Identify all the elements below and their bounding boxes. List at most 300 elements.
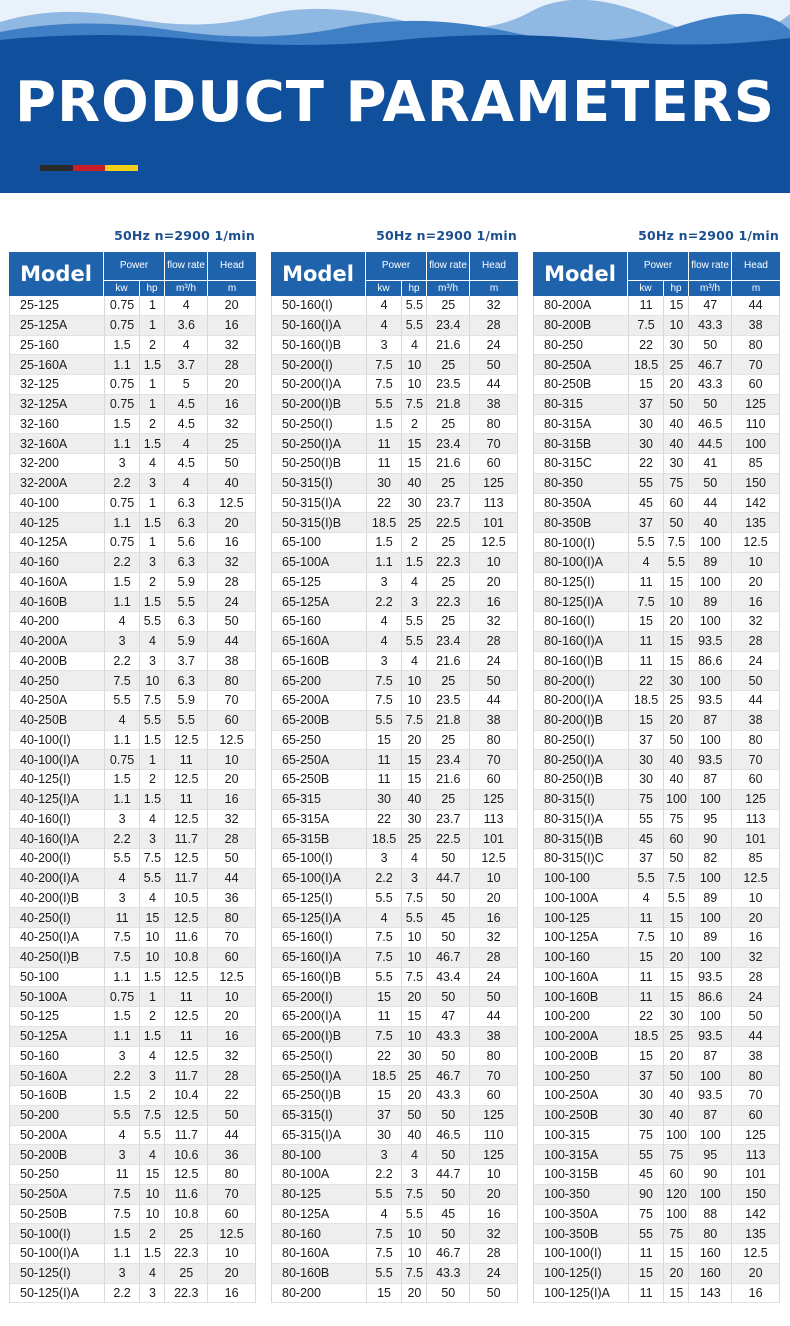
- cell-flow-rate: 93.5: [689, 968, 732, 988]
- cell-head: 36: [208, 889, 256, 909]
- cell-model: 80-315(I)B: [534, 829, 629, 849]
- table-row: [534, 612, 780, 632]
- cell-hp: 10: [664, 928, 689, 948]
- cell-hp: 50: [664, 513, 689, 533]
- cell-kw: 1.5: [105, 415, 141, 435]
- cell-head: 50: [470, 355, 518, 375]
- cell-model: 100-250A: [534, 1086, 629, 1106]
- cell-model: 80-315(I)A: [534, 810, 629, 830]
- table-row: [10, 612, 256, 632]
- cell-model: 100-160: [534, 948, 629, 968]
- header-unit-head: m: [751, 283, 761, 294]
- header-head: Head: [732, 252, 780, 281]
- cell-hp: 3: [140, 553, 165, 573]
- cell-hp: 20: [402, 1284, 427, 1304]
- cell-head: 101: [470, 829, 518, 849]
- cell-head: 24: [208, 592, 256, 612]
- cell-flow-rate: 93.5: [689, 632, 732, 652]
- cell-kw: 1.1: [105, 790, 141, 810]
- cell-flow-rate: 43.3: [689, 316, 732, 336]
- table-row: [534, 652, 780, 672]
- cell-head: 60: [732, 770, 780, 790]
- cell-model: 50-250(I)A: [272, 434, 367, 454]
- table-row: [10, 513, 256, 533]
- table-row: [272, 889, 518, 909]
- cell-kw: 18.5: [367, 513, 403, 533]
- table-row: [10, 711, 256, 731]
- cell-model: 50-125(I)A: [10, 1284, 105, 1304]
- header-unit-kw: kw: [104, 281, 140, 296]
- cell-flow-rate: 46.7: [427, 948, 470, 968]
- cell-flow-rate: 25: [427, 474, 470, 494]
- cell-model: 80-315(I): [534, 790, 629, 810]
- parameter-table-2: [271, 228, 518, 1303]
- cell-kw: 11: [629, 968, 665, 988]
- table-row: [10, 1066, 256, 1086]
- cell-hp: 10: [664, 592, 689, 612]
- cell-hp: 25: [664, 691, 689, 711]
- cell-flow-rate: 100: [689, 1126, 732, 1146]
- cell-hp: 4: [402, 652, 427, 672]
- cell-head: 44: [208, 1126, 256, 1146]
- table-row: [272, 1047, 518, 1067]
- cell-model: 25-125: [10, 296, 105, 316]
- cell-head: 16: [208, 395, 256, 415]
- cell-head: 38: [470, 1027, 518, 1047]
- table-row: [272, 810, 518, 830]
- cell-head: 60: [208, 1205, 256, 1225]
- cell-flow-rate: 21.6: [427, 454, 470, 474]
- cell-kw: 7.5: [629, 316, 665, 336]
- cell-hp: 40: [664, 750, 689, 770]
- cell-kw: 1.1: [105, 1027, 141, 1047]
- cell-hp: 1.5: [402, 553, 427, 573]
- table-row: [10, 296, 256, 316]
- cell-hp: 5.5: [402, 316, 427, 336]
- table-row: [534, 908, 780, 928]
- cell-model: 80-315A: [534, 415, 629, 435]
- table-row: [272, 770, 518, 790]
- cell-kw: 3: [367, 652, 403, 672]
- cell-head: 70: [208, 928, 256, 948]
- cell-kw: 3: [105, 454, 141, 474]
- cell-hp: 15: [664, 908, 689, 928]
- cell-kw: 1.5: [105, 1007, 141, 1027]
- cell-kw: 7.5: [367, 355, 403, 375]
- cell-kw: 15: [629, 375, 665, 395]
- table-row: [10, 592, 256, 612]
- cell-hp: 25: [664, 355, 689, 375]
- table-header: [9, 252, 256, 296]
- cell-kw: 15: [367, 1086, 403, 1106]
- cell-flow-rate: 100: [689, 671, 732, 691]
- cell-head: 80: [208, 1165, 256, 1185]
- cell-head: 50: [208, 454, 256, 474]
- cell-flow-rate: 41: [689, 454, 732, 474]
- table-row: [10, 849, 256, 869]
- cell-model: 50-160(I): [272, 296, 367, 316]
- cell-model: 50-100: [10, 968, 105, 988]
- cell-flow-rate: 21.6: [427, 652, 470, 672]
- cell-flow-rate: 10.5: [165, 889, 208, 909]
- cell-head: 32: [208, 1047, 256, 1067]
- cell-flow-rate: 100: [689, 533, 732, 553]
- table-row: [10, 434, 256, 454]
- cell-flow-rate: 4.5: [165, 454, 208, 474]
- cell-model: 100-200A: [534, 1027, 629, 1047]
- cell-hp: 3: [140, 652, 165, 672]
- cell-head: 28: [208, 1066, 256, 1086]
- cell-flow-rate: 50: [427, 1106, 470, 1126]
- cell-model: 50-160(I)B: [272, 336, 367, 356]
- table-row: [534, 750, 780, 770]
- cell-head: 85: [732, 454, 780, 474]
- table-row: [10, 1126, 256, 1146]
- cell-kw: 3: [105, 1264, 141, 1284]
- cell-head: 44: [732, 1027, 780, 1047]
- cell-head: 125: [470, 790, 518, 810]
- cell-model: 80-250A: [534, 355, 629, 375]
- cell-kw: 15: [629, 1264, 665, 1284]
- table-row: [534, 770, 780, 790]
- cell-kw: 1.5: [105, 1224, 141, 1244]
- cell-model: 80-315C: [534, 454, 629, 474]
- cell-flow-rate: 5.9: [165, 691, 208, 711]
- cell-head: 50: [208, 612, 256, 632]
- cell-hp: 7.5: [402, 889, 427, 909]
- cell-head: 12.5: [208, 968, 256, 988]
- cell-kw: 30: [629, 434, 665, 454]
- table-caption: 50Hz n=2900 1/min: [114, 228, 255, 243]
- cell-kw: 7.5: [629, 928, 665, 948]
- cell-model: 80-200(I)B: [534, 711, 629, 731]
- cell-model: 40-250A: [10, 691, 105, 711]
- cell-flow-rate: 12.5: [165, 968, 208, 988]
- table-row: [10, 316, 256, 336]
- table-header: [533, 252, 780, 296]
- cell-model: 50-315(I): [272, 474, 367, 494]
- header-unit-head: m: [227, 283, 237, 294]
- cell-head: 28: [208, 573, 256, 593]
- cell-kw: 22: [629, 454, 665, 474]
- cell-hp: 100: [664, 790, 689, 810]
- cell-kw: 45: [629, 1165, 665, 1185]
- cell-head: 50: [470, 1284, 518, 1304]
- cell-head: 20: [208, 375, 256, 395]
- cell-flow-rate: 25: [427, 731, 470, 751]
- cell-hp: 5.5: [140, 711, 165, 731]
- cell-head: 28: [208, 355, 256, 375]
- cell-hp: 2: [140, 1224, 165, 1244]
- cell-hp: 3: [140, 1066, 165, 1086]
- cell-kw: 4: [105, 612, 141, 632]
- cell-hp: 2: [140, 336, 165, 356]
- cell-flow-rate: 90: [689, 829, 732, 849]
- cell-head: 25: [208, 434, 256, 454]
- table-row: [10, 375, 256, 395]
- cell-kw: 4: [367, 632, 403, 652]
- cell-hp: 10: [140, 948, 165, 968]
- cell-hp: 1.5: [140, 355, 165, 375]
- cell-head: 22: [208, 1086, 256, 1106]
- cell-hp: 25: [402, 1066, 427, 1086]
- cell-kw: 11: [629, 296, 665, 316]
- cell-hp: 50: [664, 731, 689, 751]
- cell-kw: 1.1: [105, 513, 141, 533]
- cell-model: 80-315(I)C: [534, 849, 629, 869]
- table-row: [10, 553, 256, 573]
- cell-flow-rate: 50: [689, 395, 732, 415]
- cell-head: 80: [732, 336, 780, 356]
- table-row: [534, 632, 780, 652]
- cell-hp: 10: [402, 375, 427, 395]
- cell-kw: 1.1: [367, 553, 403, 573]
- cell-kw: 2.2: [105, 829, 141, 849]
- cell-kw: 22: [629, 336, 665, 356]
- cell-head: 16: [470, 1205, 518, 1225]
- table-row: [272, 1284, 518, 1304]
- cell-model: 65-160(I): [272, 928, 367, 948]
- cell-hp: 20: [402, 987, 427, 1007]
- cell-model: 50-125A: [10, 1027, 105, 1047]
- cell-hp: 15: [664, 296, 689, 316]
- cell-hp: 4: [140, 810, 165, 830]
- cell-kw: 45: [629, 829, 665, 849]
- cell-model: 100-100A: [534, 889, 629, 909]
- cell-head: 36: [208, 1145, 256, 1165]
- cell-model: 80-125(I): [534, 573, 629, 593]
- cell-hp: 40: [664, 1086, 689, 1106]
- cell-head: 50: [470, 671, 518, 691]
- cell-kw: 7.5: [367, 948, 403, 968]
- cell-kw: 5.5: [105, 691, 141, 711]
- table-row: [534, 513, 780, 533]
- cell-model: 65-315A: [272, 810, 367, 830]
- table-row: [534, 810, 780, 830]
- cell-hp: 75: [664, 1145, 689, 1165]
- table-row: [272, 1126, 518, 1146]
- table-row: [534, 1145, 780, 1165]
- cell-kw: 30: [367, 790, 403, 810]
- cell-model: 40-200: [10, 612, 105, 632]
- cell-flow-rate: 89: [689, 889, 732, 909]
- cell-head: 28: [732, 968, 780, 988]
- cell-model: 50-100(I)A: [10, 1244, 105, 1264]
- cell-model: 40-125: [10, 513, 105, 533]
- cell-model: 32-125A: [10, 395, 105, 415]
- table-row: [272, 336, 518, 356]
- header-unit-kw: kw: [366, 281, 402, 296]
- header-power-group: [104, 252, 165, 296]
- cell-head: 80: [470, 415, 518, 435]
- table-row: [272, 316, 518, 336]
- table-row: [10, 494, 256, 514]
- cell-hp: 40: [664, 415, 689, 435]
- cell-kw: 7.5: [105, 1205, 141, 1225]
- cell-kw: 1.1: [105, 731, 141, 751]
- cell-kw: 30: [629, 1086, 665, 1106]
- table-row: [272, 1086, 518, 1106]
- table-row: [272, 592, 518, 612]
- cell-kw: 22: [367, 1047, 403, 1067]
- cell-kw: 5.5: [367, 1264, 403, 1284]
- cell-hp: 5.5: [402, 632, 427, 652]
- cell-head: 32: [732, 612, 780, 632]
- table-row: [10, 948, 256, 968]
- cell-flow-rate: 6.3: [165, 553, 208, 573]
- cell-kw: 5.5: [629, 533, 665, 553]
- cell-flow-rate: 10.6: [165, 1145, 208, 1165]
- table-row: [534, 790, 780, 810]
- cell-head: 28: [470, 316, 518, 336]
- cell-flow-rate: 3.7: [165, 355, 208, 375]
- cell-flow-rate: 21.8: [427, 395, 470, 415]
- table-row: [534, 1244, 780, 1264]
- cell-flow-rate: 22.5: [427, 513, 470, 533]
- table-row: [272, 1205, 518, 1225]
- table-row: [272, 711, 518, 731]
- table-row: [10, 1264, 256, 1284]
- cell-kw: 37: [629, 395, 665, 415]
- cell-kw: 11: [367, 1007, 403, 1027]
- cell-hp: 20: [664, 711, 689, 731]
- cell-model: 50-160A: [10, 1066, 105, 1086]
- cell-kw: 37: [629, 849, 665, 869]
- cell-kw: 18.5: [367, 829, 403, 849]
- cell-kw: 3: [105, 1145, 141, 1165]
- cell-kw: 55: [629, 1145, 665, 1165]
- cell-kw: 22: [629, 1007, 665, 1027]
- table-row: [10, 1205, 256, 1225]
- cell-hp: 10: [402, 355, 427, 375]
- cell-model: 80-200: [272, 1284, 367, 1304]
- cell-flow-rate: 44.5: [689, 434, 732, 454]
- cell-head: 16: [470, 908, 518, 928]
- cell-model: 80-200A: [534, 296, 629, 316]
- cell-hp: 10: [140, 928, 165, 948]
- table-row: [534, 592, 780, 612]
- table-row: [272, 1224, 518, 1244]
- cell-hp: 30: [664, 454, 689, 474]
- cell-head: 32: [470, 296, 518, 316]
- cell-hp: 15: [402, 750, 427, 770]
- cell-model: 80-315B: [534, 434, 629, 454]
- cell-kw: 11: [629, 632, 665, 652]
- cell-flow-rate: 93.5: [689, 1027, 732, 1047]
- cell-hp: 5.5: [140, 612, 165, 632]
- cell-model: 65-200: [272, 671, 367, 691]
- cell-head: 32: [208, 553, 256, 573]
- cell-head: 101: [732, 1165, 780, 1185]
- cell-hp: 30: [664, 671, 689, 691]
- cell-model: 40-160(I)A: [10, 829, 105, 849]
- cell-kw: 55: [629, 810, 665, 830]
- cell-model: 40-125(I): [10, 770, 105, 790]
- cell-flow-rate: 5.5: [165, 592, 208, 612]
- table-row: [10, 1086, 256, 1106]
- cell-flow-rate: 23.5: [427, 375, 470, 395]
- cell-flow-rate: 25: [427, 671, 470, 691]
- cell-head: 110: [732, 415, 780, 435]
- cell-head: 60: [470, 770, 518, 790]
- cell-flow-rate: 21.8: [427, 711, 470, 731]
- cell-hp: 15: [664, 1244, 689, 1264]
- cell-hp: 20: [402, 731, 427, 751]
- header-model: Model: [271, 252, 366, 296]
- table-row: [10, 1145, 256, 1165]
- cell-kw: 4: [367, 316, 403, 336]
- cell-head: 32: [470, 1224, 518, 1244]
- cell-model: 80-250(I)B: [534, 770, 629, 790]
- cell-kw: 11: [367, 770, 403, 790]
- cell-model: 32-125: [10, 375, 105, 395]
- table-row: [534, 691, 780, 711]
- table-row: [272, 829, 518, 849]
- table-row: [10, 1165, 256, 1185]
- cell-kw: 0.75: [105, 987, 141, 1007]
- cell-model: 40-125(I)A: [10, 790, 105, 810]
- cell-kw: 3: [105, 889, 141, 909]
- cell-flow-rate: 93.5: [689, 1086, 732, 1106]
- cell-flow-rate: 100: [689, 790, 732, 810]
- cell-flow-rate: 100: [689, 1007, 732, 1027]
- cell-hp: 10: [402, 691, 427, 711]
- cell-head: 24: [470, 968, 518, 988]
- table-row: [272, 691, 518, 711]
- cell-hp: 1.5: [140, 1027, 165, 1047]
- cell-hp: 15: [140, 908, 165, 928]
- cell-hp: 50: [402, 1106, 427, 1126]
- cell-head: 44: [470, 375, 518, 395]
- cell-flow-rate: 160: [689, 1244, 732, 1264]
- table-row: [10, 731, 256, 751]
- cell-hp: 5.5: [402, 612, 427, 632]
- cell-head: 101: [732, 829, 780, 849]
- cell-flow-rate: 46.7: [427, 1066, 470, 1086]
- table-row: [10, 810, 256, 830]
- cell-model: 80-100(Ⅰ): [534, 533, 629, 553]
- cell-model: 40-250(I)A: [10, 928, 105, 948]
- cell-hp: 2: [140, 1007, 165, 1027]
- header-power-group: [366, 252, 427, 296]
- cell-head: 20: [208, 1264, 256, 1284]
- cell-kw: 30: [629, 770, 665, 790]
- header-head-group: [470, 252, 518, 296]
- cell-hp: 1: [140, 296, 165, 316]
- cell-hp: 10: [140, 671, 165, 691]
- cell-head: 38: [470, 395, 518, 415]
- cell-kw: 0.75: [105, 316, 141, 336]
- cell-model: 80-250(I)A: [534, 750, 629, 770]
- cell-kw: 7.5: [105, 948, 141, 968]
- header-power: Power: [366, 252, 427, 281]
- cell-flow-rate: 23.4: [427, 632, 470, 652]
- cell-flow-rate: 143: [689, 1284, 732, 1304]
- cell-head: 50: [470, 987, 518, 1007]
- cell-model: 100-160A: [534, 968, 629, 988]
- cell-flow-rate: 100: [689, 612, 732, 632]
- cell-head: 70: [208, 691, 256, 711]
- cell-kw: 1.1: [105, 968, 141, 988]
- cell-model: 50-200(I)B: [272, 395, 367, 415]
- cell-model: 100-250: [534, 1066, 629, 1086]
- cell-model: 50-200B: [10, 1145, 105, 1165]
- cell-model: 100-350B: [534, 1224, 629, 1244]
- cell-kw: 1.5: [367, 533, 403, 553]
- cell-kw: 3: [367, 336, 403, 356]
- cell-head: 70: [470, 750, 518, 770]
- cell-head: 10: [470, 869, 518, 889]
